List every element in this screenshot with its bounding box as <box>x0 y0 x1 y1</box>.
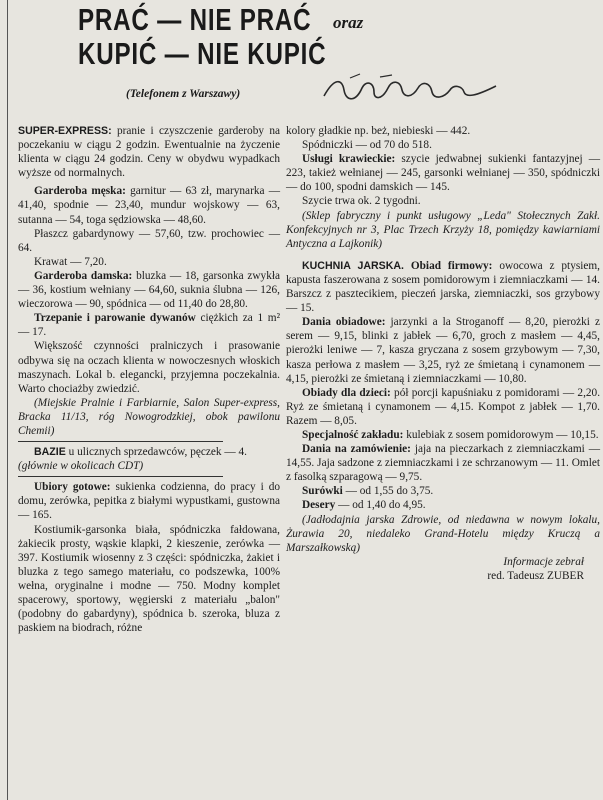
left-margin-rule <box>7 0 8 800</box>
left-column <box>18 124 280 635</box>
obiady-dzieci-paragraph <box>286 386 600 428</box>
right-column <box>286 124 600 583</box>
super-express-label: SUPER-EXPRESS: <box>18 125 112 137</box>
surowki-text: — od 1,55 do 3,75. <box>345 485 434 498</box>
surowki-label: Surówki <box>302 485 343 498</box>
obiady-dzieci-text: pół porcji kapuśniaku z pomidorami — 2,20. Ryż ze śmietaną i cynamonem — 4,15. Kompot z jabłek — 1,70. Razem — 8,05. <box>286 386 601 427</box>
decorative-signature-icon <box>320 72 500 112</box>
kuchnia-label-2: Obiad firmowy: <box>410 259 493 272</box>
ubiory-label: Ubiory gotowe: <box>34 481 111 494</box>
garderoba-meska-text: garnitur — 63 zł, marynarka — 41,40, spodnie — 23,40, mundur wojskowy — 63, sutanna — 54, toga sędziowska — 48,60. <box>18 185 280 226</box>
bazie-text: u ulicznych sprzedawców, pęczek — 4. <box>68 446 247 459</box>
zamowienie-label: Dania na zamówienie: <box>302 443 411 456</box>
kuchnia-paragraph <box>286 259 600 315</box>
trzepanie-label: Trzepanie i parowanie dywanów <box>34 312 196 325</box>
super-express-paragraph <box>18 124 280 180</box>
zamowienie-text: jaja na pieczarkach z ziemniaczkami — 14,55. Jaja sadzone z ziemniaczkami i ze schrzanowym — 11. Omlet z fasolką szparagową — 9,75. <box>286 443 601 484</box>
ubiory-text: sukienka codzienna, do pracy i do domu, zerówka, pepitka z białymi wypustkami, gustowna — 165. <box>18 481 280 522</box>
uslugi-text: szycie jedwabnej sukienki fantazyjnej — 223, takież wełnianej — 245, garsonki wełnianej — 350, spódniczki — do 100, spodni damskich — 145. <box>286 153 600 194</box>
wiekszosc-paragraph: Większość czynności pralniczych i prasowanie odbywa się na oczach klienta w nowoczesnych włoskich maszynach. Lokal b. elegancki, przyjemna poczekalnia. Warto chociażby zwiedzić. <box>18 340 280 395</box>
specjalnosc-label: Specjalność zakładu: <box>302 428 404 441</box>
garderoba-damska-label: Garderoba damska: <box>34 269 133 282</box>
desery-label: Desery <box>302 499 336 512</box>
desery-text: — od 1,40 do 4,95. <box>338 499 426 512</box>
dania-obiadowe-label: Dania obiadowe: <box>302 316 386 329</box>
garderoba-meska-paragraph <box>18 184 280 226</box>
credit-name: Tadeusz ZUBER <box>507 569 584 582</box>
spodniczki-paragraph: Spódniczki — od 70 do 518. <box>302 139 432 152</box>
kuchnia-label: KUCHNIA JARSKA. <box>302 259 404 272</box>
headline-line-1: PRAĆ — NIE PRAĆ <box>78 2 312 37</box>
credit-prefix: red. <box>487 569 505 582</box>
garderoba-damska-paragraph <box>18 269 280 311</box>
specjalnosc-paragraph <box>286 428 600 442</box>
kuchnia-text: owocowa z ptysiem, kapusta faszerowana z sosem pomidorowym i ziemniaczkami — 14. Barszcz z pasztecikiem, pieczeń jarska, ziemniaczki, sos grzybowy — 15. <box>286 259 600 315</box>
desery-paragraph <box>286 498 600 512</box>
bazie-label: BAZIE <box>34 446 66 459</box>
section-divider <box>18 441 223 442</box>
credit-line-1: Informacje zebrał <box>503 555 584 568</box>
sklep-address: (Sklep fabryczny i punkt usługowy „Leda" Stołecznych Zakł. Konfekcyjnych nr 3, Plac Trzech Krzyży 18, pomiędzy kawiarniami Antyczna a Lajkonik) <box>286 209 600 250</box>
subtitle: (Telefonem z Warszawy) <box>126 88 241 100</box>
dania-obiadowe-paragraph <box>286 315 600 385</box>
garderoba-meska-label: Garderoba męska: <box>34 185 126 198</box>
ubiory-paragraph <box>18 480 280 522</box>
uslugi-label: Usługi krawieckie: <box>302 153 396 166</box>
uslugi-paragraph <box>286 152 600 194</box>
trzepanie-text: ciężkich za 1 m² — 17. <box>18 312 280 339</box>
kolory-paragraph: kolory gładkie np. beż, niebieski — 442. <box>286 125 471 137</box>
credit-line-2 <box>286 569 600 583</box>
super-express-text: pranie i czyszczenie garderoby na poczekaniu w ciągu 2 godzin. Ewentualnie na życzenie klienta w ciągu 24 godzin. Ceny w obydwu wypadkach wyższe od normalnych. <box>18 125 280 180</box>
headline-connector: oraz <box>333 13 364 32</box>
surowki-paragraph <box>286 484 600 498</box>
specjalnosc-text: kulebiak z sosem pomidorowym — 10,15. <box>406 428 599 441</box>
trzepanie-paragraph <box>18 311 280 339</box>
krawat-paragraph: Krawat — 7,20. <box>34 255 107 268</box>
bazie-note: (głównie w okolicach CDT) <box>18 460 144 473</box>
dania-obiadowe-text: jarzynki a la Stroganoff — 8,20, pierożki z serem — 9,15, blinki z jabłek — 6,70, groch z masłem — 4,45, pierożki leniwe — 7, kasza gryczana z sosem grzybowym — 7,30, kasza perłowa z masłem — 3,25, ryż ze śmietaną i cynamonem — 4,15, pierożki ze śmietaną i ziemniaczkami — 10,80. <box>286 316 600 385</box>
kostiumik-paragraph: Kostiumik-garsonka biała, spódniczka fałdowana, żakiecik prosty, wąskie klapki, 2 kieszenie, zerówka — 397. Kostiumik wiosenny z 3 części: spódniczka, żakiet i bluzka z tego samego materiału, co podszewka, 100% wełna, oryginalne i modne — 750. Modny komplet spacerowy, sportowy, węgierski z materiału „balon" (podobny do gabardyny), spódnica b. szeroka, bluza z paskiem na biodrach, różne <box>18 523 280 635</box>
zamowienie-paragraph <box>286 442 600 484</box>
garderoba-damska-text: bluzka — 18, garsonka zwykła — 36, kostium wełniany — 64,60, suknia ślubna — 126, wieczorowa — 90, spódnica — od 11,40 do 28,80. <box>18 269 280 311</box>
plaszcz-paragraph: Płaszcz gabardynowy — 57,60, tzw. prochowiec — 64. <box>18 227 280 254</box>
pralnie-address: (Miejskie Pralnie i Farbiarnie, Salon Super-express, Bracka 11/13, róg Nowogrodzkiej, obok pawilonu Chemii) <box>18 396 280 437</box>
obiady-dzieci-label: Obiady dla dzieci: <box>302 386 391 399</box>
szycie-paragraph: Szycie trwa ok. 2 tygodni. <box>302 195 421 208</box>
headline-line-2: KUPIĆ — NIE KUPIĆ <box>78 36 327 71</box>
jadlodajnia-address: (Jadłodajnia jarska Zdrowie, od niedawna w nowym lokalu, Żurawia 20, niedaleko Grand-Hotelu między Kruczą a Marszałkowską) <box>286 513 600 554</box>
bazie-paragraph <box>18 445 280 459</box>
section-divider <box>18 476 223 477</box>
